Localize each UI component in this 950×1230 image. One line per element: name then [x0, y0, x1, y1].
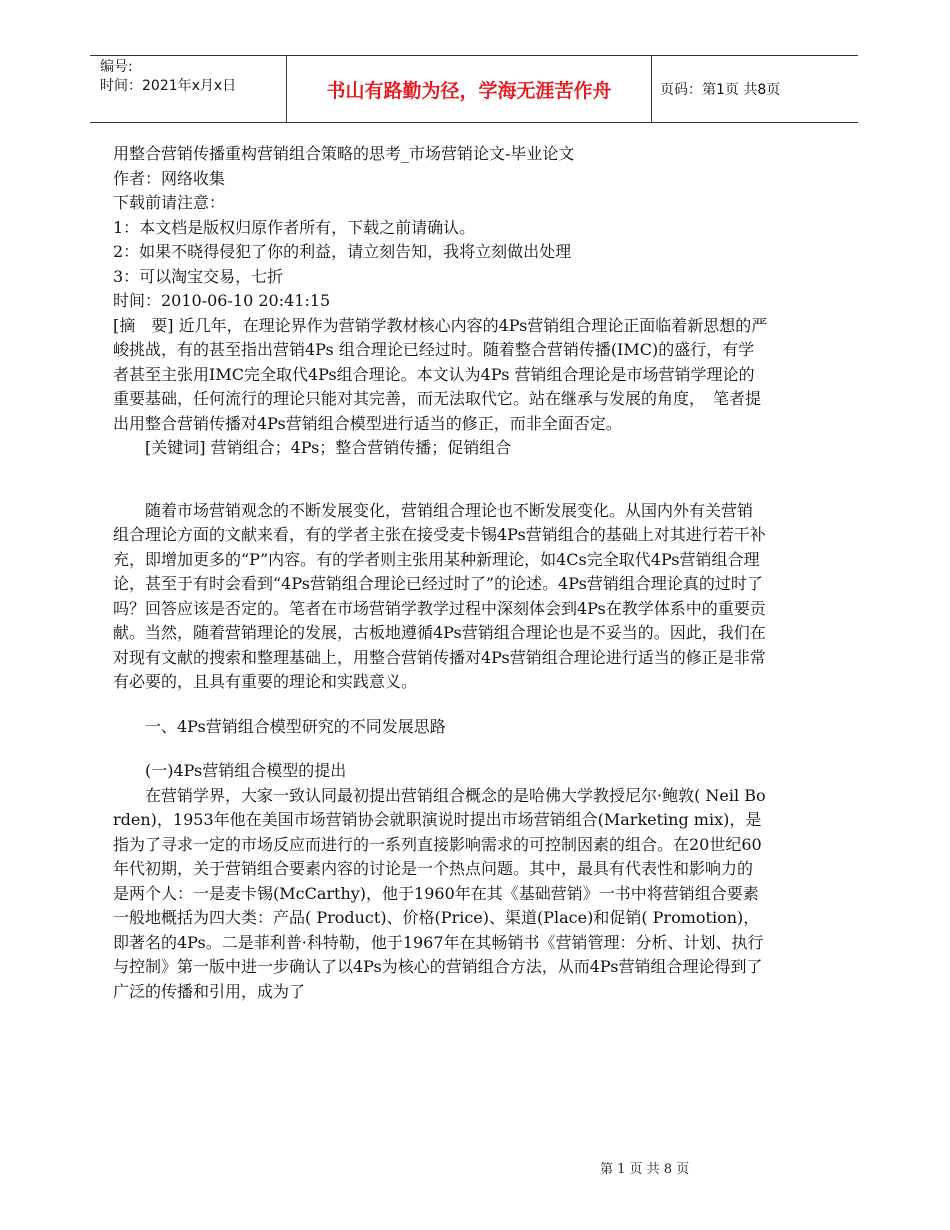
header-motto: 书山有路勤为径，学海无涯苦作舟 [286, 56, 652, 122]
intro-paragraph: 随着市场营销观念的不断发展变化，营销组合理论也不断发展变化。从国内外有关营销组合理论方面的文献来看，有的学者主张在接受麦卡锡4Ps营销组合的基础上对其进行若干补充，即增加更多的“P”内容。有的学者则主张用某种新理论，如4Cs完全取代4Ps营销组合理论，甚至于有时会看到“4Ps营销组合理论已经过时了”的论述。4Ps营销组合理论真的过时了吗？回答应该是否定的。笔者在市场营销学教学过程中深刻体会到4Ps在教学体系中的重要贡献。当然，随着营销理论的发展，古板地遵循4Ps营销组合理论也是不妥当的。因此，我们在对现有文献的搜索和整理基础上，用整合营销传播对4Ps营销组合理论进行适当的修正是非常有必要的，且具有重要的理论和实践意义。 [113, 500, 766, 691]
page-header [90, 55, 858, 123]
header-meta [90, 56, 286, 122]
section-heading: 一、4Ps营销组合模型研究的不同发展思路 [145, 716, 446, 736]
subsection-heading: (一)4Ps营销组合模型的提出 [145, 761, 347, 780]
spacer [113, 695, 768, 715]
notice-item: 3：可以淘宝交易，七折 [113, 266, 284, 286]
document-title: 用整合营销传播重构营销组合策略的思考_市场营销论文-毕业论文 [113, 144, 575, 163]
header-page-info: 页码：第1页 共8页 [660, 82, 781, 98]
abstract-paragraph: [摘 要] 近几年，在理论界作为营销学教材核心内容的4Ps营销组合理论正面临着新思想的严峻挑战，有的甚至指出营销4Ps 组合理论已经过时。随着整合营销传播(IMC)的盛行，有学者甚至主张用IMC完全取代4Ps组合理论。本文认为4Ps 营销组合理论是市场营销学理论的重要基础，任何流行的理论只能对其完善，而无法取代它。站在继承与发展的角度， 笔者提出用整合营销传播对4Ps营销组合模型进行适当的修正，而非全面否定。 [113, 315, 768, 433]
body-paragraph: 在营销学界，大家一致认同最初提出营销组合概念的是哈佛大学教授尼尔·鲍敦( Neil Borden)，1953年他在美国市场营销协会就职演说时提出市场营销组合(Marketing mix)，是指为了寻求一定的市场反应而进行的一系列直接影响需求的可控制因素的组合。在20世纪60年代初期，关于营销组合要素内容的讨论是一个热点问题。其中，最具有代表性和影响力的是两个人：一是麦卡锡(McCarthy)，他于1960年在其《基础营销》一书中将营销组合要素一般地概括为四大类：产品( Product)、价格(Price)、渠道(Place)和促销( Promotion)，即著名的4Ps。二是菲利普·科特勒，他于1967年在其畅销书《营销管理：分析、计划、执行与控制》第一版中进一步确认了以4Ps为核心的营销组合方法，从而4Ps营销组合理论得到了广泛的传播和引用，成为了 [113, 785, 766, 1001]
keywords-line: [关键词] 营销组合；4Ps；整合营销传播；促销组合 [145, 438, 512, 457]
document-author: 作者：网络收集 [113, 168, 226, 188]
notice-item: 2：如果不晓得侵犯了你的利益，请立刻告知，我将立刻做出处理 [113, 242, 572, 261]
page-footer: 第 1 页 共 8 页 [600, 1162, 690, 1177]
header-date: 时间：2021年x月x日 [100, 78, 237, 94]
document-number-label: 编号: [100, 59, 133, 75]
notice-heading: 下载前请注意： [113, 193, 226, 212]
spacer [113, 461, 768, 499]
document-body [113, 142, 768, 1004]
spacer [113, 739, 768, 759]
notice-item: 1：本文档是版权归原作者所有，下载之前请确认。 [113, 217, 476, 237]
publish-time: 时间：2010-06-10 20:41:15 [113, 291, 331, 310]
